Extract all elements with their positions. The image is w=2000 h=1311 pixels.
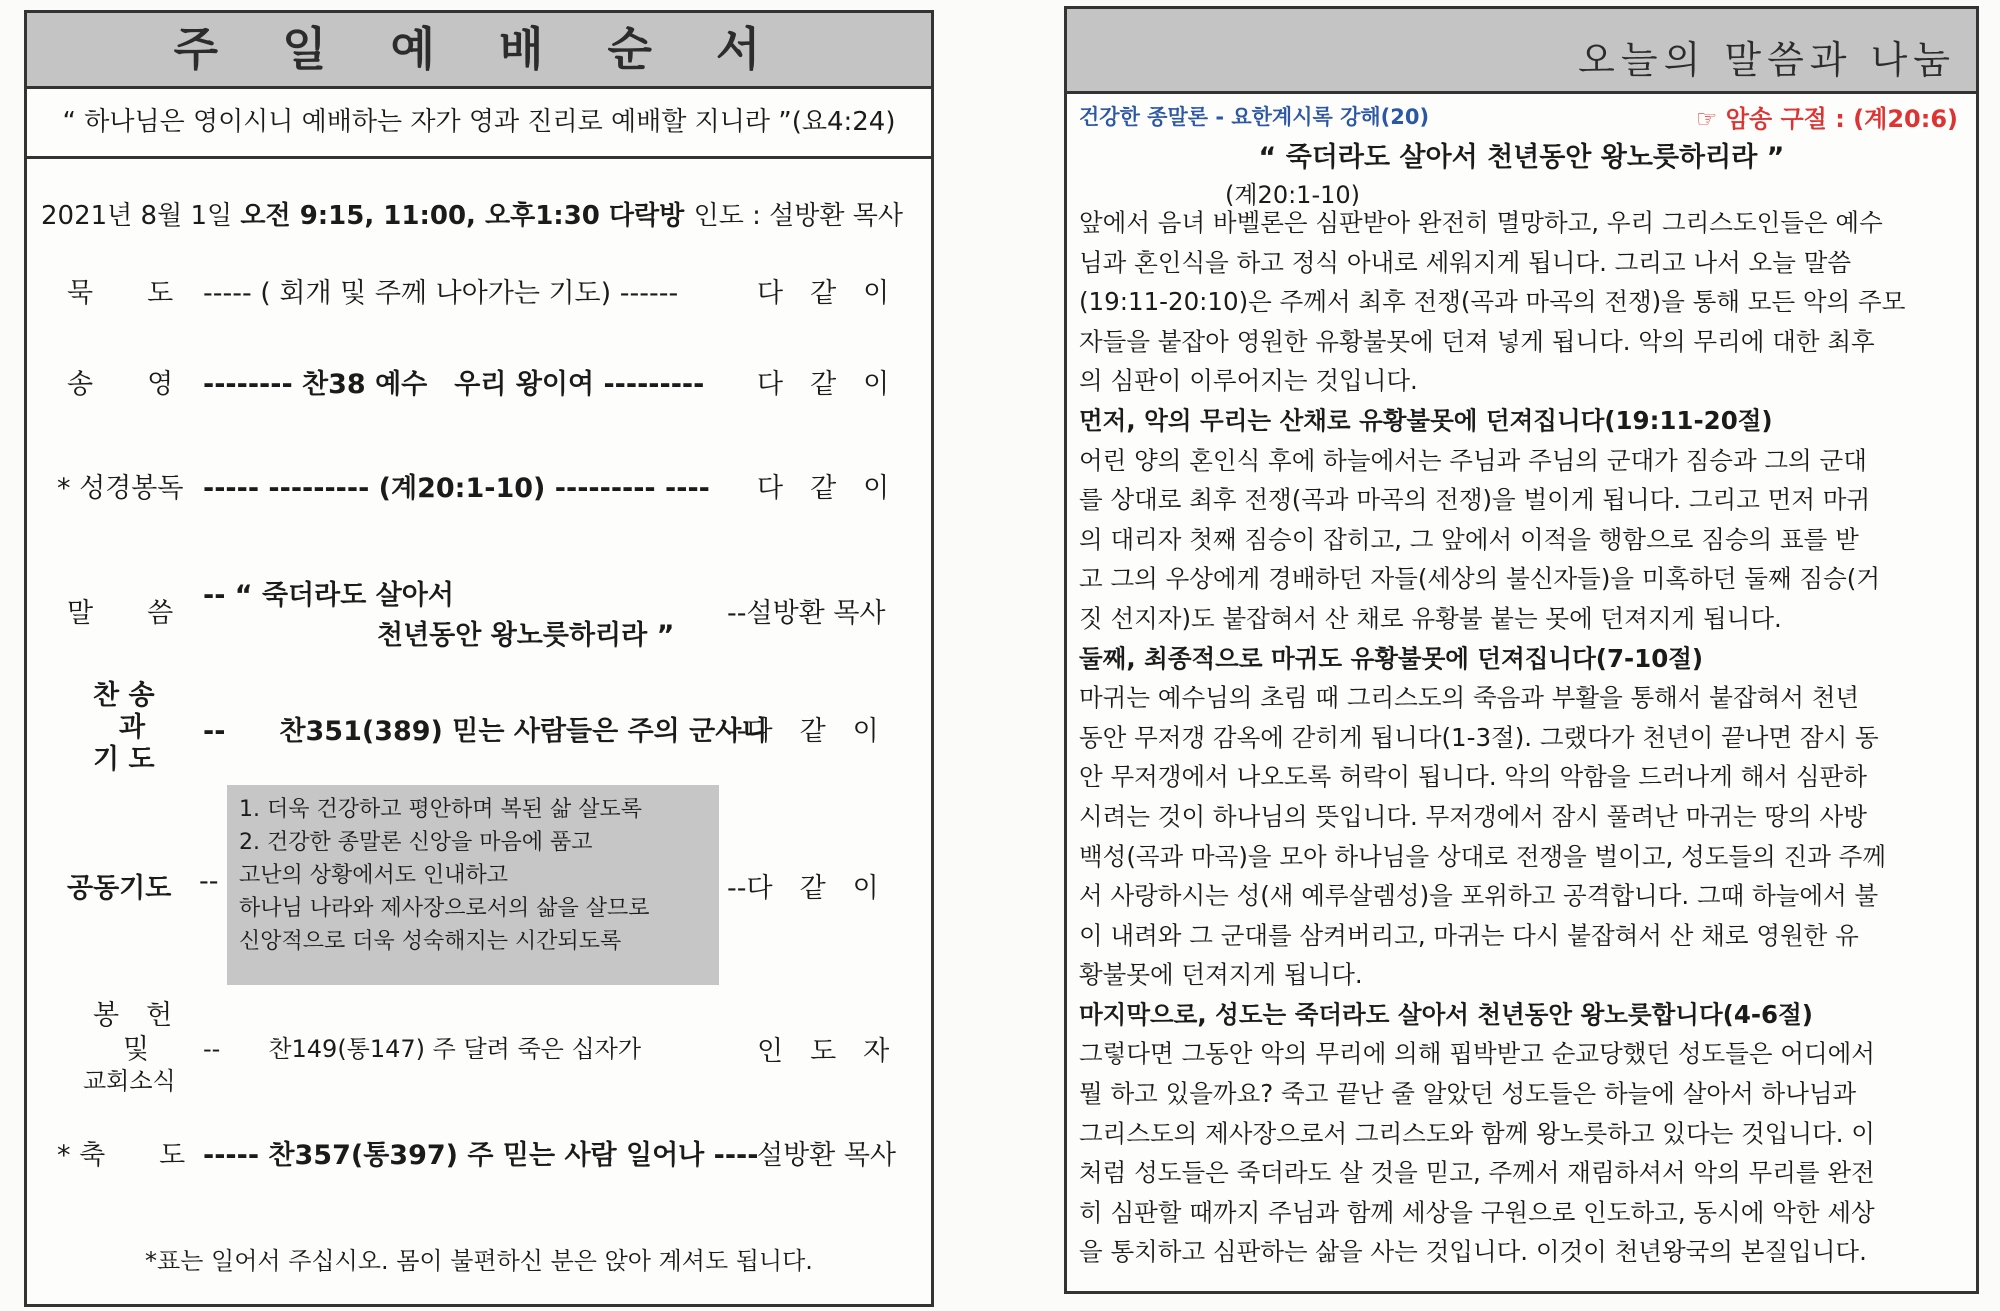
sermon-text-line: 고 그의 우상에게 경배하던 자들(세상의 불신자들)을 미혹하던 둘째 짐승(거 — [1079, 564, 1880, 594]
sermon-text-line: 짓 선지자)도 붙잡혀서 산 채로 유황불 붙는 못에 던져지게 됩니다. — [1079, 603, 1782, 633]
sermon-notes-panel — [1064, 6, 1979, 1294]
order-item-person: --다 같 이 — [727, 873, 879, 904]
order-item-label: 교회소식 — [83, 1067, 176, 1095]
order-item-label: 송 영 — [67, 369, 174, 400]
sermon-point-heading: 마지막으로, 성도는 죽더라도 살아서 천년동안 왕노릇합니다(4-6절) — [1079, 999, 1813, 1029]
sermon-text-line: 백성(곡과 마곡)을 모아 하나님을 상대로 전쟁을 벌이고, 성도들의 진과 주께 — [1079, 841, 1887, 871]
order-item-content: -------- 찬38 예수 우리 왕이여 --------- — [203, 369, 705, 400]
sermon-text-line: 를 상대로 최후 전쟁(곡과 마곡의 전쟁)을 벌이게 됩니다. 그리고 먼저 마귀 — [1079, 485, 1871, 515]
order-item-person: 인 도 자 — [757, 1036, 890, 1067]
memory-verse: ☞ 암송 구절 : (계20:6) — [1695, 105, 1958, 133]
order-item-person: 다 같 이 — [757, 278, 890, 309]
sermon-text-line: 처럼 성도들은 죽더라도 살 것을 믿고, 주께서 재림하셔서 악의 무리를 완전 — [1079, 1158, 1875, 1188]
standing-note: *표는 일어서 주십시오. 몸이 불편하신 분은 앉아 계셔도 됩니다. — [145, 1247, 813, 1275]
prayer-line: 고난의 상황에서도 인내하고 — [239, 863, 509, 888]
sermon-text-line: 마귀는 예수님의 초림 때 그리스도의 죽음과 부활을 통해서 붙잡혀서 천년 — [1079, 683, 1860, 713]
common-prayer-box — [227, 785, 719, 985]
order-item-content: -- 찬149(통147) 주 달려 죽은 십자가 — [203, 1035, 642, 1063]
order-item-content: ----- ( 회개 및 주께 나아가는 기도) ------ — [203, 278, 679, 309]
sermon-text-line: 동안 무저갱 감옥에 갇히게 됩니다(1-3절). 그랬다가 천년이 끝나면 잠시 동 — [1079, 722, 1879, 752]
order-item-content-line1: -- “ 죽더라도 살아서 — [203, 580, 454, 611]
service-leader: 인도 : 설방환 목사 — [693, 201, 903, 231]
worship-order-title: 주 일 예 배 순 서 — [27, 13, 931, 89]
order-item-person: 설방환 목사 — [757, 1140, 896, 1171]
order-item-label: 공동기도 — [67, 873, 172, 904]
order-item-person: 다 같 이 — [757, 473, 890, 504]
sermon-text-line: 이 내려와 그 군대를 삼켜버리고, 마귀는 다시 붙잡혀서 산 채로 영원한 유 — [1079, 920, 1859, 950]
order-item-label: 찬 송 — [93, 680, 155, 711]
series-title: 건강한 종말론 - 요한계시록 강해(20) — [1079, 105, 1430, 129]
order-item-hymn-and-prayer — [27, 673, 907, 773]
sermon-text-line: 자들을 붙잡아 영원한 유황불못에 던져 넣게 됩니다. 악의 무리에 대한 최후 — [1079, 326, 1875, 356]
order-item-label: * 성경봉독 — [57, 473, 184, 504]
order-item-label: 기 도 — [93, 744, 155, 775]
scripture-quote: “ 하나님은 영이시니 예배하는 자가 영과 진리로 예배할 지니라 ”(요4:24) — [62, 107, 896, 137]
order-item-content: -- — [199, 866, 219, 897]
order-item-sermon — [27, 573, 907, 653]
prayer-line: 신앙적으로 더욱 성숙해지는 시간되도록 — [239, 929, 622, 954]
sermon-text-line: 황불못에 던져지게 됩니다. — [1079, 960, 1363, 990]
sermon-text-line: 뭘 하고 있을까요? 죽고 끝난 줄 알았던 성도들은 하늘에 살아서 하나님과 — [1079, 1079, 1857, 1109]
sermon-text-line: (19:11-20:10)은 주께서 최후 전쟁(곡과 마곡의 전쟁)을 통해 모든 악의 주모 — [1079, 287, 1906, 317]
order-item-label: * 축 도 — [57, 1140, 186, 1171]
service-times: 오전 9:15, 11:00, 오후1:30 다락방 — [240, 201, 685, 231]
sermon-text-line: 안 무저갱에서 나오도록 허락이 됩니다. 악의 악함을 드러나게 해서 심판하 — [1079, 762, 1867, 792]
order-item-content: -- 찬351(389) 믿는 사람들은 주의 군사니 — [203, 716, 768, 747]
order-item-offering-and-news — [27, 993, 907, 1093]
sermon-text-line: 서 사랑하시는 성(새 예루살렘성)을 포위하고 공격합니다. 그때 하늘에서 불 — [1079, 881, 1879, 911]
service-date-line — [41, 195, 911, 232]
prayer-line: 1. 더욱 건강하고 평안하며 복된 삶 살도록 — [239, 797, 642, 822]
order-item-person: 다 같 이 — [757, 369, 890, 400]
sermon-reference: (계20:1-10) — [1225, 181, 1361, 209]
divider — [27, 156, 931, 159]
sermon-text-line: 을 통치하고 심판하는 삶을 사는 것입니다. 이것이 천년왕국의 본질입니다. — [1079, 1237, 1867, 1267]
order-item-content-line2: 천년동안 왕노릇하리라 ” — [377, 620, 675, 651]
prayer-line: 하나님 나라와 제사장으로서의 삶을 살므로 — [239, 896, 650, 921]
order-item-content: ----- 찬357(통397) 주 믿는 사람 일어나 ---- — [203, 1140, 759, 1171]
sermon-text-line: 그리스도의 제사장으로서 그리스도와 함께 왕노릇하고 있다는 것입니다. 이 — [1079, 1118, 1875, 1148]
order-item-label: 묵 도 — [67, 278, 174, 309]
sermon-point-heading: 둘째, 최종적으로 마귀도 유황불못에 던져집니다(7-10절) — [1079, 643, 1704, 673]
sermon-text-line: 시려는 것이 하나님의 뜻입니다. 무저갱에서 잠시 풀려난 마귀는 땅의 사방 — [1079, 801, 1867, 831]
sermon-body — [1079, 203, 1962, 1272]
worship-order-panel — [24, 10, 934, 1307]
sermon-text-line: 의 심판이 이루어지는 것입니다. — [1079, 366, 1418, 396]
order-item-label: 말 씀 — [67, 598, 174, 629]
order-item-label: 과 — [119, 712, 146, 743]
order-item-person: --다 같 이 — [727, 716, 879, 747]
service-date: 2021년 8월 1일 — [41, 201, 241, 231]
order-item-content: ----- --------- (계20:1-10) --------- ---- — [203, 473, 710, 504]
sermon-text-line: 앞에서 음녀 바벨론은 심판받아 완전히 멸망하고, 우리 그리스도인들은 예수 — [1079, 208, 1883, 237]
order-item-label: 봉 헌 — [93, 1000, 173, 1031]
sermon-notes-header — [1067, 9, 1976, 94]
prayer-line: 2. 건강한 종말론 신앙을 마음에 품고 — [239, 830, 593, 855]
order-item-person: --설방환 목사 — [727, 598, 886, 629]
sermon-text-line: 그렇다면 그동안 악의 무리에 의해 핍박받고 순교당했던 성도들은 어디에서 — [1079, 1039, 1875, 1069]
sermon-notes-title: 오늘의 말씀과 나눔 — [1578, 38, 1956, 82]
sermon-point-heading: 먼저, 악의 무리는 산채로 유황불못에 던져집니다(19:11-20절) — [1079, 405, 1773, 435]
sermon-text-line: 님과 혼인식을 하고 정식 아내로 세워지게 됩니다. 그리고 나서 오늘 말씀 — [1079, 247, 1852, 277]
sermon-title: “ 죽더라도 살아서 천년동안 왕노릇하리라 ” — [1258, 142, 1785, 173]
order-item-label: 및 — [123, 1034, 150, 1065]
sermon-text-line: 의 대리자 첫째 짐승이 잡히고, 그 앞에서 이적을 행함으로 짐승의 표를 받 — [1079, 524, 1859, 554]
sermon-text-line: 어린 양의 혼인식 후에 하늘에서는 주님과 주님의 군대가 짐승과 그의 군대 — [1079, 445, 1867, 475]
sermon-text-line: 히 심판할 때까지 주님과 함께 세상을 구원으로 인도하고, 동시에 악한 세상 — [1079, 1197, 1875, 1227]
